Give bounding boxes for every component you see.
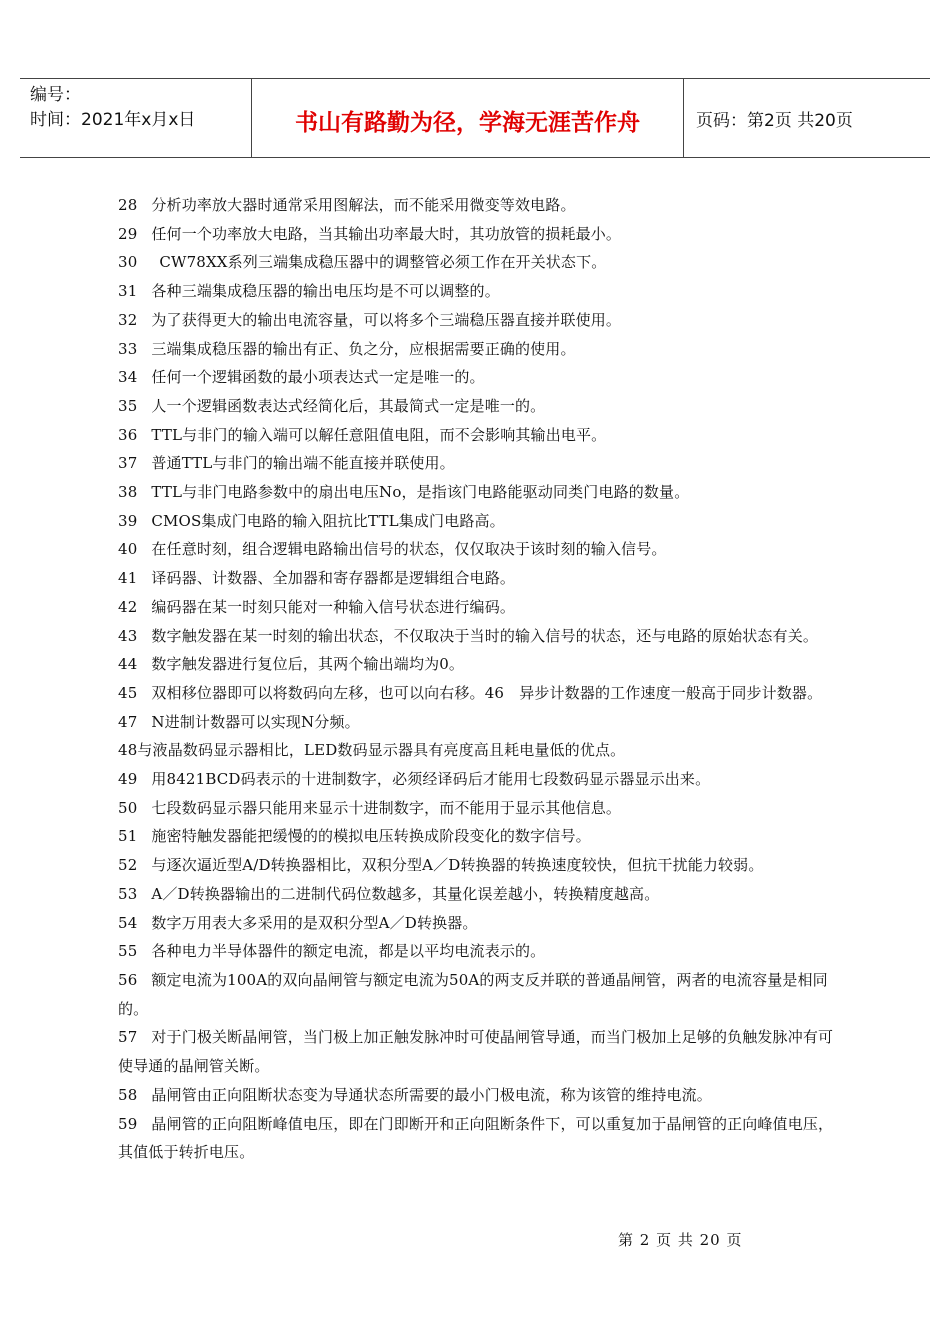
item-number: 51 (118, 827, 138, 846)
item-number: 49 (118, 770, 138, 789)
list-item (118, 822, 836, 851)
item-text: 额定电流为100A的双向晶闸管与额定电流为50A的两支反并联的普通晶闸管，两者的电流容量是相同的。 (118, 970, 828, 1018)
item-text: 数字触发器进行复位后，其两个输出端均为0。 (151, 655, 465, 674)
list-item (118, 248, 836, 277)
item-text: 用8421BCD码表示的十进制数字，必须经译码后才能用七段数码显示器显示出来。 (151, 770, 711, 789)
document-header (20, 78, 930, 158)
item-number: 29 (118, 224, 138, 243)
item-text: TTL与非门电路参数中的扇出电压No，是指该门电路能驱动同类门电路的数量。 (151, 483, 690, 502)
page-info-text: 页码：第2页 共20页 (696, 110, 853, 131)
item-number: 45 (118, 683, 138, 702)
item-number: 38 (118, 483, 138, 502)
item-text: 译码器、计数器、全加器和寄存器都是逻辑组合电路。 (151, 569, 515, 588)
list-item (118, 794, 836, 823)
item-number: 57 (118, 1028, 138, 1047)
item-text: 各种三端集成稳压器的输出电压均是不可以调整的。 (151, 282, 500, 301)
list-item (118, 1110, 836, 1167)
item-text: 晶闸管的正向阻断峰值电压，即在门即断开和正向阻断条件下，可以重复加于晶闸管的正向峰值电压，其值低于转折电压。 (118, 1114, 834, 1162)
item-number: 34 (118, 368, 138, 387)
date-label: 时间：2021年x月x日 (30, 110, 196, 130)
list-item (118, 335, 836, 364)
item-number: 53 (118, 884, 138, 903)
item-number: 52 (118, 856, 138, 875)
list-item (118, 449, 836, 478)
item-number: 33 (118, 339, 138, 358)
item-number: 28 (118, 196, 138, 214)
item-text: 数字触发器在某一时刻的输出状态，不仅取决于当时的输入信号的状态，还与电路的原始状态有关。 (151, 626, 818, 645)
list-item (118, 535, 836, 564)
item-text: 晶闸管由正向阻断状态变为导通状态所需要的最小门极电流，称为该管的维持电流。 (151, 1085, 712, 1104)
item-number: 39 (118, 511, 138, 530)
list-item (118, 650, 836, 679)
page-footer (618, 1229, 742, 1250)
item-text: 双相移位器即可以将数码向左移，也可以向右移。46 异步计数器的工作速度一般高于同步计数器。 (151, 683, 823, 702)
list-item (118, 880, 836, 909)
item-text: 三端集成稳压器的输出有正、负之分，应根据需要正确的使用。 (151, 339, 576, 358)
item-text: 施密特触发器能把缓慢的的模拟电压转换成阶段变化的数字信号。 (151, 827, 591, 846)
list-item (118, 1081, 836, 1110)
item-number: 48 (118, 741, 138, 760)
list-item (118, 191, 836, 220)
item-text: TTL与非门的输入端可以解任意阻值电阻，而不会影响其输出电平。 (151, 425, 607, 444)
list-item (118, 421, 836, 450)
item-text: 各种电力半导体器件的额定电流，都是以平均电流表示的。 (151, 942, 546, 961)
item-number: 56 (118, 970, 138, 989)
item-number: 36 (118, 425, 138, 444)
list-item (118, 277, 836, 306)
list-item (118, 851, 836, 880)
list-item (118, 507, 836, 536)
item-text: 对于门极关断晶闸管，当门极上加正触发脉冲时可使晶闸管导通，而当门极加上足够的负触发脉冲有可使导通的晶闸管关断。 (118, 1028, 834, 1076)
question-list (118, 191, 836, 1167)
footer-page-number: 第 2 页 共 20 页 (618, 1231, 743, 1249)
list-item (118, 363, 836, 392)
list-item (118, 478, 836, 507)
item-number: 58 (118, 1085, 138, 1104)
item-number: 55 (118, 942, 138, 961)
item-text: 与逐次逼近型A/D转换器相比，双积分型A／D转换器的转换速度较快，但抗干扰能力较弱。 (151, 856, 764, 875)
item-number: 43 (118, 626, 138, 645)
list-item (118, 679, 836, 708)
item-text: A／D转换器输出的二进制代码位数越多，其量化误差越小，转换精度越高。 (151, 884, 660, 903)
item-text: 七段数码显示器只能用来显示十进制数字，而不能用于显示其他信息。 (151, 798, 622, 817)
list-item (118, 1023, 836, 1080)
list-item (118, 392, 836, 421)
item-number: 32 (118, 310, 138, 329)
item-number: 54 (118, 913, 138, 932)
item-text: CMOS集成门电路的输入阻抗比TTL集成门电路高。 (151, 511, 505, 530)
header-motto (252, 79, 684, 157)
list-item (118, 220, 836, 249)
item-text: N进制计数器可以实现N分频。 (151, 712, 360, 731)
item-text: 编码器在某一时刻只能对一种输入信号状态进行编码。 (151, 597, 515, 616)
item-number: 44 (118, 655, 138, 674)
header-meta (20, 79, 252, 157)
list-item (118, 593, 836, 622)
list-item (118, 765, 836, 794)
header-page-info (684, 79, 930, 157)
item-number: 59 (118, 1114, 138, 1133)
item-number: 41 (118, 569, 138, 588)
list-item (118, 909, 836, 938)
list-item (118, 622, 836, 651)
item-text: 任何一个逻辑函数的最小项表达式一定是唯一的。 (151, 368, 485, 387)
serial-number-label: 编号： (30, 85, 81, 105)
item-number: 31 (118, 282, 138, 301)
item-text: 任何一个功率放大电路，当其输出功率最大时，其功放管的损耗最小。 (151, 224, 622, 243)
item-text: 与液晶数码显示器相比，LED数码显示器具有亮度高且耗电量低的优点。 (137, 741, 626, 760)
item-number: 50 (118, 798, 138, 817)
item-text: 人一个逻辑函数表达式经简化后，其最简式一定是唯一的。 (151, 396, 546, 415)
item-text: 数字万用表大多采用的是双积分型A／D转换器。 (151, 913, 478, 932)
item-number: 37 (118, 454, 138, 473)
item-text: 分析功率放大器时通常采用图解法，而不能采用微变等效电路。 (151, 196, 576, 214)
item-text: 普通TTL与非门的输出端不能直接并联使用。 (151, 454, 455, 473)
item-text: 为了获得更大的输出电流容量，可以将多个三端稳压器直接并联使用。 (151, 310, 622, 329)
motto-text: 书山有路勤为径，学海无涯苦作舟 (295, 109, 640, 136)
list-item (118, 306, 836, 335)
item-number: 47 (118, 712, 138, 731)
item-text: 在任意时刻，组合逻辑电路输出信号的状态，仅仅取决于该时刻的输入信号。 (151, 540, 667, 559)
list-item (118, 564, 836, 593)
item-number: 35 (118, 396, 138, 415)
item-number: 40 (118, 540, 138, 559)
list-item (118, 736, 836, 765)
item-number: 42 (118, 597, 138, 616)
item-number: 30 (118, 253, 138, 272)
list-item (118, 708, 836, 737)
item-text: CW78XX系列三端集成稳压器中的调整管必须工作在开关状态下。 (159, 253, 607, 272)
list-item (118, 937, 836, 966)
list-item (118, 966, 836, 1023)
